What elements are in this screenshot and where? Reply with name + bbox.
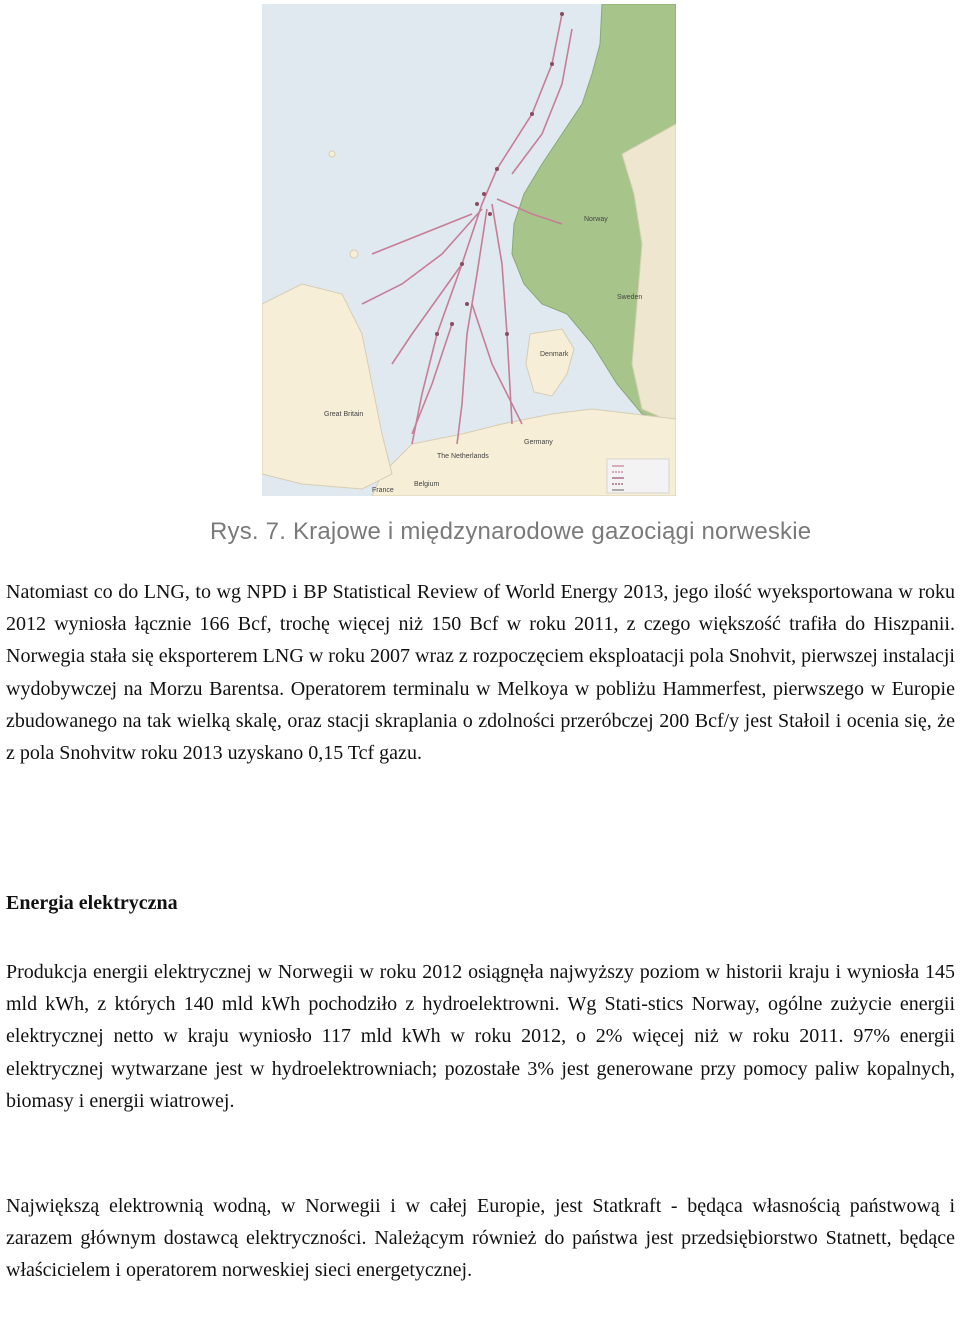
label-norway: Norway bbox=[584, 216, 608, 223]
pipeline-map bbox=[262, 4, 676, 496]
paragraph-lng: Natomiast co do LNG, to wg NPD i BP Statistical Review of World Energy 2013, jego ilość wyeksportowana w roku 2012 wyniosła łącznie 166 Bcf, trochę więcej niż 150 Bcf w roku 2011, z czego większość trafiła do Hiszpanii. Norwegia stała się eksporterem LNG w roku 2007 wraz z rozpoczęciem eksploatacji pola Snohvit, pierwszej instalacji wydobywczej na Morzu Barentsa. Operatorem terminalu w Melkoya w pobliżu Hammerfest, pierwszego w Europie zbudowanego na tak wielką skalę, oraz stacji skraplania o zdolności przeróbczej 200 Bcf/y jest Stałoil i ocenia się, że z pola Snohvitw roku 2013 uzyskano 0,15 Tcf gazu. bbox=[6, 581, 955, 765]
paragraph-electricity-production: Produkcja energii elektrycznej w Norwegii w roku 2012 osiągnęła najwyższy poziom w historii kraju i wyniosła 145 mld kWh, z których 140 mld kWh pochodziło z hydroelektrowni. Wg Stati-stics Norway, ogólne zużycie energii elektrycznej netto w kraju wyniosło 117 mld kWh w roku 2012, o 2% więcej niż w roku 2011. 97% energii elektrycznej wytwarzane jest w hydroelektrowniach; pozostałe 3% jest generowane przy pomocy paliw kopalnych, biomasy i energii wiatrowej. bbox=[6, 961, 955, 1112]
label-france: France bbox=[372, 487, 394, 494]
label-netherlands: The Netherlands bbox=[437, 453, 489, 460]
label-denmark: Denmark bbox=[540, 351, 569, 358]
paragraph-statkraft: Największą elektrownią wodną, w Norwegii i w całej Europie, jest Statkraft - będąca własnością państwową i zarazem głównym dostawcą elektryczności. Należącym również do państwa jest przedsiębiorstwo Statnett, będące właścicielem i operatorem norweskiej sieci energetycznej. bbox=[6, 1195, 955, 1282]
figure-caption: Rys. 7. Krajowe i międzynarodowe gazociągi norweskie bbox=[210, 518, 812, 545]
shetland-island bbox=[350, 250, 358, 258]
label-germany: Germany bbox=[524, 439, 553, 446]
label-great-britain: Great Britain bbox=[324, 411, 364, 418]
pipeline-map-figure bbox=[262, 4, 676, 496]
section-heading: Energia elektryczna bbox=[6, 892, 178, 914]
label-belgium: Belgium bbox=[414, 481, 440, 488]
map-legend bbox=[607, 459, 669, 493]
faroe-island bbox=[329, 151, 335, 157]
label-sweden: Sweden bbox=[617, 294, 643, 301]
